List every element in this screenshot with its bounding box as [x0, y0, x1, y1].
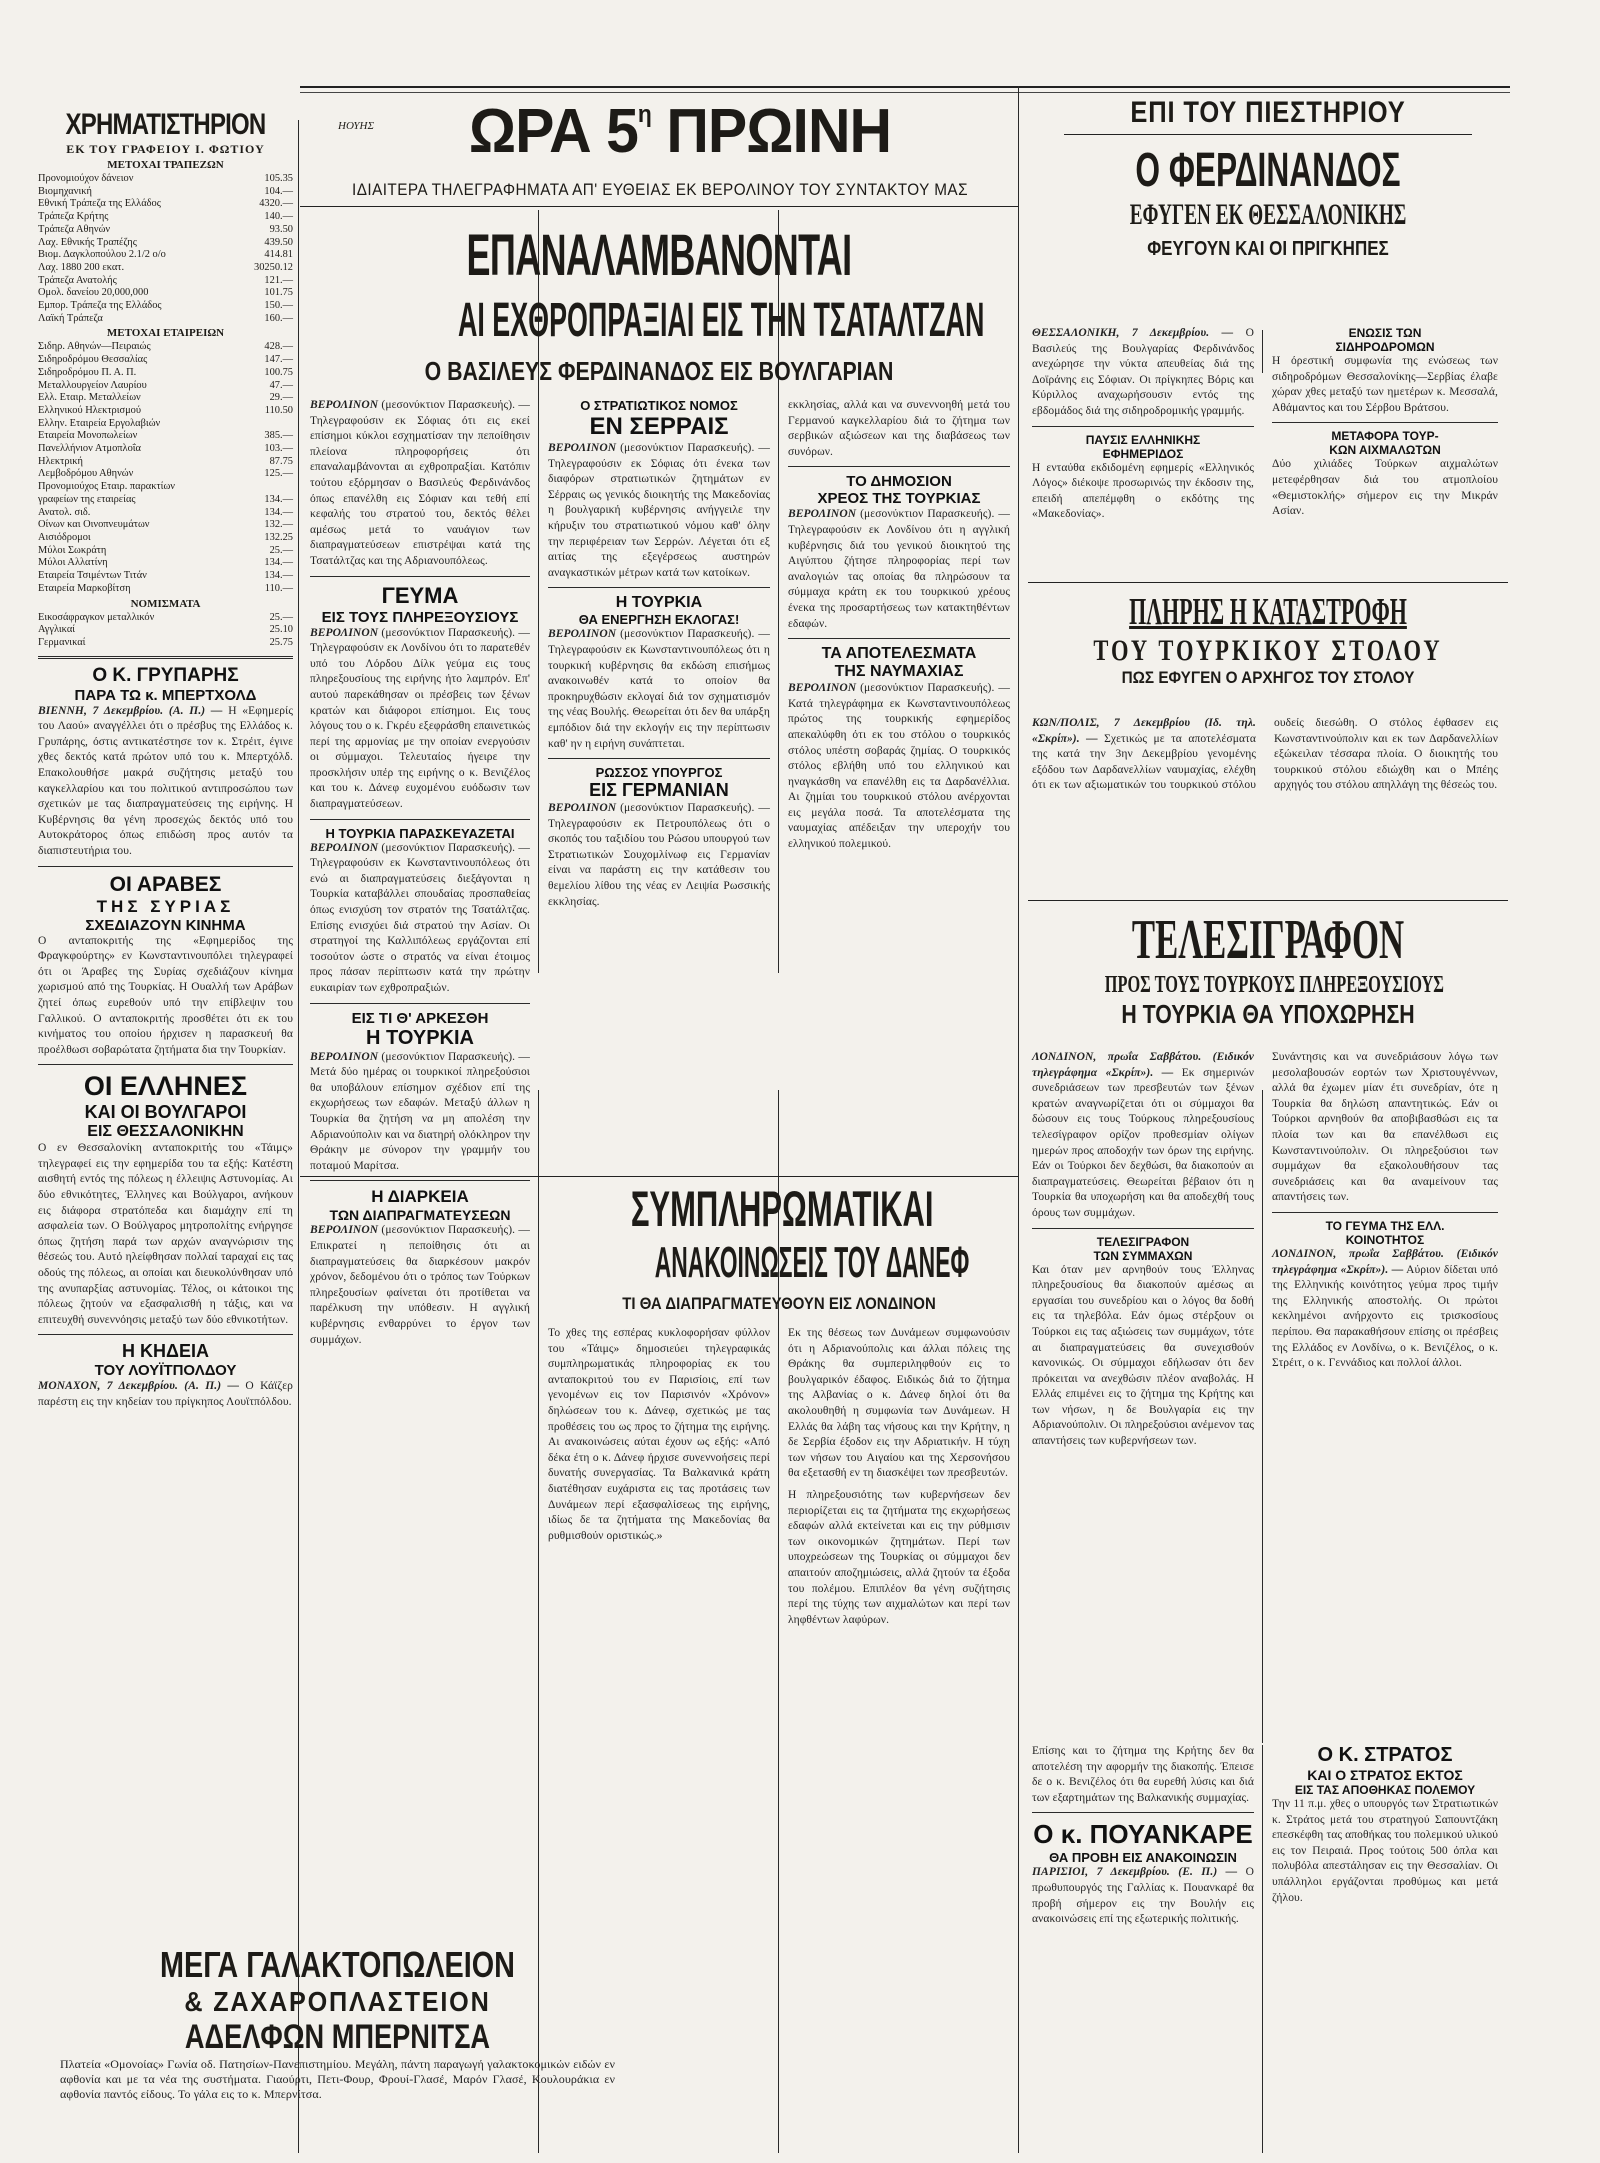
stock-value: 25.— — [269, 611, 293, 623]
stock-name: Βιομ. Δαγκλοπούλου 2.1/2 ο/ο — [38, 249, 166, 261]
dinner-text: (μεσονύκτιον Παρασκευής). — Τηλεγραφούσιν εκ Λονδίνου ότι το παρατεθέν υπό του Λόρδου Δίλκ γεύμα εις τους πληρεξουσίους της ειρήνης ήτο λαμπρόν. Επ' αυτού παρεκάθησαν οι πρέσβεις των ξένων κρατών και διάφοροι επίσημοι. Εις τους λόγους του ο κ. Γκρέυ εξεφράσθη επαινετικώς περί της αρμονίας με την οποίαν ενεργούσιν οι σύμμαχοι. Τελευταίος ήγειρε την προσκλήσιν υπέρ της ειρήνης ο κ. Βενιζέλος και του κ. Δάνεφ ευχομένου ευόδωσιν των διαπραγματεύσεων. — [310, 626, 530, 811]
prisoners-headline: ΜΕΤΑΦΟΡΑ ΤΟΥΡ- — [1331, 429, 1439, 444]
separator — [1032, 1228, 1254, 1229]
stock-value: 101.75 — [264, 287, 293, 299]
stock-row — [38, 405, 293, 418]
stock-value: 132.— — [264, 519, 293, 531]
community-subheadline: ΚΟΙΝΟΤΗΤΟΣ — [1345, 1232, 1425, 1247]
press-text: Ο Βασιλεύς της Βουλγαρίας Φερδινάνδος ανεχώρησε την νύκτα απευθείας διά της Δοϊράνης εις Σόφιαν. Οι πρίγκηπες Βόρις και Κύριλλος αναχωρήσουσιν εντός της εβδομάδος διά της σιδηροδρομικής γραμμής. — [1032, 327, 1254, 417]
naval-subheadline: ΤΗΣ ΝΑΥΜΑΧΙΑΣ — [834, 663, 964, 681]
left-column — [38, 108, 293, 1417]
stock-name: Προνομιούχος Εταιρ. παρακτίων — [38, 481, 175, 493]
duration-text: (μεσονύκτιον Παρασκευής). — Επικρατεί η πεποίθησις ότι αι διαπραγματεύσεις θα διαρκέσουν μακρόν χρόνον, δεδομένου ότι ο τρόπος των Τούρκων πληρεξουσίων φαίνεται ότι προτίθεται να παρέλκυση την υπόθεσιν. Η αγγλική κυβέρνησις ενθαρρύνει το έργον των συμμάχων. — [310, 1224, 530, 1346]
stock-row — [38, 287, 293, 300]
separator — [310, 819, 530, 820]
fleet-subheadline: ΤΟΥ ΤΟΥΡΚΙΚΟΥ ΣΤΟΛΟΥ — [1093, 634, 1443, 667]
prisoners-text: Δύο χιλιάδες Τούρκων αιχμαλώτων μετεφέρθησαν διά του ατμοπλοίου «Θεμιστοκλής» σήμερον εις την Μικράν Ασίαν. — [1272, 458, 1498, 518]
mid-col-2 — [548, 398, 770, 916]
stock-row — [38, 354, 293, 367]
mid-col-1 — [310, 398, 530, 1354]
telegram-continuation: Συνάντησις και να συνεδριάσουν λόγω των μεσολαβουσών εορτών των Χριστουγέννων, αλλά θα έχωμεν μίαν έτι συνεδρίαν, ότε η Τουρκία θα δηλώση απαντητικώς. Εάν οι Τούρκοι αρνηθούν θα αποβιβασθώσι εις τα πλοία των και θα επανέλθωσι εις Κωνσταντινούπολιν. Οι πληρεξούσιοι των συμμάχων θα εξακολουθήσουν τας συνεδριάσεις και θα αναμείνουν τας απαντήσεις των. — [1272, 1051, 1498, 1204]
fleet-article — [1032, 716, 1498, 797]
stock-name: Σιδηρ. Αθηνών—Πειραιώς — [38, 341, 151, 353]
separator — [548, 587, 770, 588]
separator — [38, 1064, 293, 1065]
army-text: Την 11 π.μ. χθες ο υπουργός των Στρατιωτικών κ. Στράτος μετά του στρατηγού Σαπουντζάκη επεσκέφθη τας αποθήκας του πολεμικού υλικού εις τον Πειραιά. Προς τούτοις 500 όπλα και πολυβόλα απεστάλησαν εις την Θεσσαλίαν. Οι υπάλληλοι εργάζονται προθύμως και μετά ζήλου. — [1272, 1798, 1498, 1904]
fleet-article-block — [1032, 716, 1498, 797]
stock-value: 150.— — [264, 300, 293, 312]
turkey-elections-article — [548, 627, 770, 752]
stock-value: 132.25 — [264, 531, 293, 543]
stock-name: Λαϊκή Τράπεζα — [38, 312, 103, 324]
stock-value: 25.10 — [269, 624, 293, 636]
stock-row — [38, 262, 293, 275]
dinner-dateline: ΒΕΡΟΛΙΝΟΝ — [310, 626, 379, 639]
stock-row — [38, 313, 293, 326]
stock-name: Ηλεκτρική — [38, 455, 83, 467]
stock-row — [38, 468, 293, 481]
telegram-subheadline-2: Η ΤΟΥΡΚΙΑ ΘΑ ΥΠΟΧΩΡΗΣΗ — [1121, 999, 1415, 1029]
stock-name: Γερμανικαί — [38, 636, 86, 648]
column-rule-right-split — [1262, 330, 1263, 373]
stock-row — [38, 237, 293, 250]
separator — [310, 1003, 530, 1004]
debt-article — [788, 507, 1010, 632]
right-col-a — [1032, 326, 1254, 529]
stock-row — [38, 481, 293, 494]
stock-row — [38, 418, 293, 431]
army-subheadline-2: ΕΙΣ ΤΑΣ ΑΠΟΘΗΚΑΣ ΠΟΛΕΜΟΥ — [1294, 1783, 1476, 1797]
danev-col-b — [788, 1326, 1010, 1634]
greeks-subheadline: ΚΑΙ ΟΙ ΒΟΥΛΓΑΡΟΙ — [84, 1102, 247, 1123]
poincare-headline: Ο κ. ΠΟΥΑΝΚΑΡΕ — [1033, 1819, 1253, 1850]
railway-headline: ΕΝΩΣΙΣ ΤΩΝ — [1348, 326, 1422, 340]
danev-rule — [300, 1176, 1018, 1177]
danev-subheadline-2: ΤΙ ΘΑ ΔΙΑΠΡΑΓΜΑΤΕΥΘΟΥΝ ΕΙΣ ΛΟΝΔΙΝΟΝ — [622, 1294, 936, 1313]
allied-telegram-headline: ΤΕΛΕΣΙΓΡΑΦΟΝ — [1096, 1234, 1190, 1249]
turkey-enough-dateline: ΒΕΡΟΛΙΝΟΝ — [310, 1050, 379, 1063]
stock-row — [38, 211, 293, 224]
danev-headline-block — [540, 1180, 1018, 1314]
stock-value: 134.— — [264, 557, 293, 569]
main-article — [310, 398, 530, 570]
danev-text-c: Η πληρεξουσιότης των κυβερνήσεων δεν περιορίζεται εις τα ζητήματα της εκχωρήσεως εδαφών αλλά εκτείνεται και εις την ρύθμισιν των οικονομικών ζητημάτων. Περί των υποχρεώσεων της Τουρκίας οι σύμμαχοι δεν απαιτούν αποζημιώσεις, αλλά ζητούν τα έξοδα του πολέμου. Επιπλέον θα γένη συζήτησις περί της τύχης των αιχμαλώτων και περί των ληφθέντων λαφύρων. — [788, 1488, 1010, 1626]
greeks-text: Ο εν Θεσσαλονίκη ανταποκριτής του «Τάιμς» τηλεγραφεί εις την εφημερίδα του τα εξής: Κατέστη αισθητή εντός της πόλεως η έλλειψις Αστυνομίας. Αι δύο εθνικότητες, Έλληνες και Βούλγαροι, ανήκουν εις διάφορα στρατόπεδα και διαμάχην επί τη ασφαλεία των. Ο Βούλγαρος μητροπολίτης ενήργησε όπως ζητήση παρά των αρχών αναγνώρισιν της θέσεώς του. Αυτό ηλείφθησαν πολλαί ταραχαί εις τας οδούς της πόλεως, αι οποίαι και διευκολύνθησαν υπό της ανυπαρξίας αστυνομίας. Τέλος, οι κάτοικοι της πόλεως ζητούν να εξασφαλισθή η τάξις, και να επιτευχθή συνεννόησις μεταξύ των δύο εθνικοτήτων. — [38, 1142, 293, 1326]
stock-section-banks: ΜΕΤΟΧΑΙ ΤΡΑΠΕΖΩΝ — [107, 159, 224, 171]
stock-value: 134.— — [264, 506, 293, 518]
turkey-elections-dateline: ΒΕΡΟΛΙΝΟΝ — [548, 628, 617, 641]
newspapers-text: Η ενταύθα εκδιδομένη εφημερίς «Ελληνικός Λόγος» διέκοψε προσωρινώς την έκδοσιν της, επειδή απεπέμφθη ο εκδότης της «Μακεδονίας». — [1032, 461, 1254, 521]
stock-name: Λεμβοδρόμου Αθηνών — [38, 468, 134, 480]
banner-main: ΩΡΑ 5 — [468, 97, 638, 166]
stock-row — [38, 198, 293, 211]
advert-line-1: ΜΕΓΑ ΓΑΛΑΚΤΟΠΩΛΕΙΟΝ — [160, 1944, 515, 1985]
kryparis-headline: Ο Κ. ΓΡΥΠΑΡΗΣ — [92, 664, 239, 686]
turkey-prep-dateline: ΒΕΡΟΛΙΝΟΝ — [310, 841, 379, 854]
advert-box — [60, 1944, 615, 2108]
russian-dateline: ΒΕΡΟΛΙΝΟΝ — [548, 802, 617, 815]
russian-article — [548, 801, 770, 910]
poincare-article — [1032, 1865, 1254, 1927]
stock-name: Εταιρεία Μαρκοβίτση — [38, 582, 131, 594]
stock-row — [38, 494, 293, 507]
railway-subheadline: ΣΙΔΗΡΟΔΡΟΜΩΝ — [1335, 340, 1435, 354]
advert-line-3: ΑΔΕΛΦΩΝ ΜΠΕΡΝΙΤΣΑ — [184, 2018, 491, 2056]
stock-value: 100.75 — [264, 366, 293, 378]
fleet-subheadline-2: ΠΩΣ ΕΦΥΓΕΝ Ο ΑΡΧΗΓΟΣ ΤΟΥ ΣΤΟΛΟΥ — [1121, 668, 1415, 687]
prisoners-subheadline: ΚΩΝ ΑΙΧΜΑΛΩΤΩΝ — [1329, 443, 1441, 458]
stock-name: Μύλοι Αλλατίνη — [38, 557, 108, 569]
masthead — [300, 96, 1018, 206]
poincare-text: Ο πρωθυπουργός της Γαλλίας κ. Πουανκαρέ θα προβή σήμερον εις την Βουλήν εις ανακοινώσεις επί της εξωτερικής πολιτικής. — [1032, 1866, 1254, 1926]
funeral-headline: Η ΚΗΔΕΙΑ — [122, 1341, 209, 1362]
stock-value: 428.— — [264, 341, 293, 353]
debt-headline: ΤΟ ΔΗΜΟΣΙΟΝ — [846, 473, 952, 491]
stock-name: Τράπεζα Ανατολής — [38, 274, 117, 286]
stock-row — [38, 519, 293, 532]
press-headline: Ο ΦΕΡΔΙΝΑΝΔΟΣ — [1135, 144, 1401, 197]
separator — [38, 656, 293, 659]
danev-subheadline: ΑΝΑΚΟΙΝΩΣΕΙΣ ΤΟΥ ΔΑΝΕΦ — [654, 1238, 970, 1287]
stock-row — [38, 507, 293, 520]
danev-text-a: Το χθες της εσπέρας κυκλοφορήσαν φύλλον του «Τάιμς» δημοσιεύει τηλεγραφικάς συμπληρωματικάς πληροφορίας εκ του ανταποκριτού του εν Παρισίοις, επί των γενομένων εις τον Παρισινόν «Χρόνον» δηλώσεων του κ. Δάνεφ, σχετικώς με τας προθέσεις του ως προς το ζήτημα της ειρήνης. Αι ανακοινώσεις αύται έχουν ως εξής: «Από δέκα έτη ο κ. Δάνεφ ήρχισε συνεννοήσεις περί δυνατής συνεργασίας. Τα Βαλκανικά κράτη διατέθησαν ευχάριστα εις τας προτάσεις των Δυνάμεων περί εξασφαλίσεως της ειρήνης, ιδίως δε τα ζητήματα της Μακεδονίας θα ρυθμισθούν οριστικώς.» — [548, 1327, 770, 1542]
naval-article — [788, 681, 1010, 853]
masthead-pre-label: ΗΟΥΗΣ — [338, 120, 375, 132]
stock-value: 25.75 — [269, 636, 293, 648]
stock-row — [38, 430, 293, 443]
right-col-c — [1032, 1050, 1254, 1456]
stock-value: 134.— — [264, 493, 293, 505]
stock-name: Τράπεζα Κρήτης — [38, 211, 109, 223]
turkey-enough-text: (μεσονύκτιον Παρασκευής). — Μετά δύο ημέρας οι τουρκικοί πληρεξούσιοι θα υποβάλουν επίσημον σχέδιον επί της εκχωρήσεως των εδαφών. Μεταξύ άλλων η Τουρκία θα ζητήση να μη απολέση την Αδριανούπολιν και να διατηρή ολόκληρον την Θράκην με σύνορον την γραμμήν του ποταμού Μαρίτσα. — [310, 1050, 530, 1172]
turkey-enough-headline: ΕΙΣ ΤΙ Θ' ΑΡΚΕΣΘΗ — [351, 1009, 489, 1027]
stock-name: Ελλην. Εταιρεία Εργολαβιών — [38, 417, 161, 429]
turkey-enough-article — [310, 1050, 530, 1175]
continuation-text: εκκλησίας, αλλά και να συνεννοηθή μετά του Γερμανού καγκελλαρίου διά το ζήτημα των σερβικών αξιώσεων και της διαβάσεως των συνόρων. — [788, 399, 1010, 458]
mid-col-3 — [788, 398, 1010, 859]
stock-name: Μύλοι Σωκράτη — [38, 544, 107, 556]
right-col-f — [1272, 1744, 1498, 1912]
stock-table-companies — [38, 341, 293, 595]
masthead-banner — [433, 96, 927, 167]
telegram-rule — [1028, 900, 1508, 901]
fleet-text: Σχετικώς με τα αποτελέσματα της κατά την 3ην Δεκεμβρίου γενομένης εξόδου των Δαρδανελλίων ναυμαχίας, ελέχθη ότι εκ των αξιωματικών του τουρκικού στόλου ουδείς διεσώθη. Ο στόλος έφθασεν εις Κωνσταντινούπολιν και εκ των Δαρδανελλίων εξώκειλαν τέσσαρα πλοία. Ο διοικητής του τουρκικού στόλου εδιώχθη και ο Μπέης αρχηγός του στόλου απηλλάγη της θέσεώς του. — [1032, 717, 1498, 792]
stock-row — [38, 341, 293, 354]
advert-line-2: & ΖΑΧΑΡΟΠΛΑΣΤΕΙΟΝ — [184, 1986, 491, 2017]
main-headline-block — [300, 222, 1018, 387]
duration-subheadline: ΤΩΝ ΔΙΑΠΡΑΓΜΑΤΕΥΣΕΩΝ — [329, 1207, 511, 1224]
stock-row — [38, 367, 293, 380]
community-text: Αύριον δίδεται υπό της Ελληνικής κοινότητος γεύμα προς τιμήν της Ελληνικής αποστολής. Οι πρώτοι κεκλημένοι ανήρχοντο εις τρισκοσίους περίπου. Θα παρακαθήσουν επίσης οι πρέσβεις της Ελλάδος εν Λονδίνω, ο κ. Βενιζέλος, ο κ. Στρέιτ, ο κ. Γεννάδιος και πολλοί άλλοι. — [1272, 1263, 1498, 1370]
fleet-rule — [1028, 582, 1508, 583]
telegram-article — [1032, 1050, 1254, 1222]
stock-value — [244, 481, 293, 494]
stock-value: 134.— — [264, 570, 293, 582]
community-dateline: ΛΟΝΔΙΝΟΝ, πρωΐα Σαββάτου. (Ειδικόν τηλεγράφημα «Σκρίπ»). — — [1272, 1247, 1498, 1276]
main-subheadline: ΑΙ ΕΧΘΡΟΠΡΑΞΙΑΙ ΕΙΣ ΤΗΝ ΤΣΑΤΑΛΤΖΑΝ — [457, 294, 985, 347]
stock-row — [38, 173, 293, 186]
stock-name: Τράπεζα Αθηνών — [38, 223, 111, 235]
allied-text: Επίσης και το ζήτημα της Κρήτης δεν θα αποτελέση την αφορμήν της διακοπής. Έπεισε δε ο κ. Βενιζέλος ότι θα ευρεθή λύσις και διά των εξαρτημάτων της Βαλκανικής συμμαχίας. — [1032, 1745, 1254, 1804]
stock-row — [38, 624, 293, 637]
russian-subheadline: ΕΙΣ ΓΕΡΜΑΝΙΑΝ — [589, 780, 729, 801]
stock-name: Αισιόδρομοι — [38, 531, 91, 543]
stock-value — [244, 418, 293, 431]
stock-value: 110.50 — [264, 404, 293, 416]
stock-section-coins: ΝΟΜΙΣΜΑΤΑ — [130, 597, 201, 610]
newspapers-subheadline: ΕΦΗΜΕΡΙΔΟΣ — [1102, 446, 1184, 461]
turkey-enough-subheadline: Η ΤΟΥΡΚΙΑ — [366, 1026, 474, 1049]
stock-value: 121.— — [264, 274, 293, 286]
telegram-dateline: ΛΟΝΔΙΝΟΝ, πρωΐα Σαββάτου. (Ειδικόν τηλεγράφημα «Σκρίπ»). — — [1032, 1051, 1254, 1079]
stock-name: Ελλ. Εταιρ. Μεταλλείων — [38, 392, 141, 404]
stock-value: 93.50 — [269, 223, 293, 235]
top-rule-thin — [300, 92, 1510, 93]
kryparis-dateline: ΒΙΕΝΝΗ, 7 Δεκεμβρίου. (Α. Π.) — — [38, 704, 223, 717]
duration-article — [310, 1223, 530, 1348]
stock-title: ΧΡΗΜΑΤΙΣΤΗΡΙΟΝ — [65, 108, 266, 141]
stock-name: Εμπορ. Τράπεζα της Ελλάδος — [38, 300, 162, 312]
stock-value: 104.— — [264, 185, 293, 197]
telegram-text: Εκ σημερινών συνεδριάσεων των πρεσβευτών των ξένων κρατών αναγνωρίζεται ότι οι σύμμαχοι θα δώσουν εις τους Τούρκους πληρεξουσίους τελεσίγραφον ορίζον προθεσμίαν ολίγων ημερών προς αποδοχήν των όρων της ειρήνης. Εάν οι Τούρκοι δεν δεχθώσι, θα διακοπούν αι διαπραγματεύσεις. Θεωρείται βέβαιον ότι η Τουρκία θα υποχωρήση και θα αποδεχθή τους όρους των συμμάχων. — [1032, 1066, 1255, 1219]
stock-name: Σιδηροδρόμου Θεσσαλίας — [38, 354, 148, 366]
press-subheadline: ΕΦΥΓΕΝ ΕΚ ΘΕΣΣΑΛΟΝΙΚΗΣ — [1129, 198, 1407, 231]
stock-value: 110.— — [264, 582, 293, 594]
turkey-elections-subheadline: ΘΑ ΕΝΕΡΓΗΣΗ ΕΚΛΟΓΑΣ! — [578, 612, 740, 628]
army-subheadline: ΚΑΙ Ο ΣΤΡΑΤΟΣ ΕΚΤΟΣ — [1307, 1767, 1463, 1783]
arabs-text: Ο ανταποκριτής της «Εφημερίδος της Φραγκφούρτης» εν Κωνσταντινουπόλει τηλεγραφεί ότι οι Άραβες της Συρίας σχεδιάζουν κίνημα χωρισμού από της Τουρκίας. Η Ουαλλή των Αράβων ζητεί όπως ευρεθούν υπό την επίβλεψιν του Γαλλικού. Ο ανταποκριτής προσθέτει ότι εκ του κινήματος του οποίου ήρχισεν η παρασκευή θα προέλθωσι σοβαρώτατα ζητήματα δια την Τουρκίαν. — [38, 934, 293, 1056]
newspapers-headline: ΠΑΥΣΙΣ ΕΛΛΗΝΙΚΗΣ — [1085, 432, 1201, 447]
stock-name: Πανελλήνιον Ατμοπλοΐα — [38, 443, 142, 455]
stock-value: 4320.— — [259, 198, 293, 210]
stock-row — [38, 637, 293, 650]
russian-text: (μεσονύκτιον Παρασκευής). — Τηλεγραφούσιν εκ Πετρουπόλεως ότι ο σκοπός του ταξιδίου του Ρώσου υπουργού των Στρατιωτικών Σουχομλίνωφ εις Γερμανίαν είναι να παράστη εις την κατάθεσιν του θεμελίου λίθου της νέας εν Λειψία Ρωσσικής εκκλησίας. — [548, 802, 770, 908]
stock-value: 439.50 — [264, 236, 293, 248]
stock-name: Σιδηροδρόμου Π. Α. Π. — [38, 366, 137, 378]
greeks-headline: ΟΙ ΕΛΛΗΝΕΣ — [83, 1071, 248, 1102]
funeral-article — [38, 1379, 293, 1410]
stock-value: 87.75 — [269, 455, 293, 467]
stock-name: Λαχ. 1880 200 εκατ. — [38, 261, 125, 273]
stock-value: 25.— — [269, 544, 293, 556]
stock-row — [38, 612, 293, 625]
top-rule — [300, 86, 1510, 88]
kryparis-subheadline: ΠΑΡΑ ΤΩ κ. ΜΠΕΡΤΧΟΛΔ — [74, 686, 257, 704]
stock-name: Βιομηχανική — [38, 185, 92, 197]
community-headline: ΤΟ ΓΕΥΜΑ ΤΗΣ ΕΛΛ. — [1325, 1218, 1445, 1233]
separator — [548, 758, 770, 759]
stock-name: Ελληνικού Ηλεκτρισμού — [38, 404, 142, 416]
stock-name: Ομολ. δανείου 20,000,000 — [38, 287, 149, 299]
stock-row — [38, 443, 293, 456]
stock-value: 147.— — [264, 354, 293, 366]
stock-value: 30250.12 — [254, 261, 293, 273]
telegram-headline-block — [1028, 908, 1508, 1030]
stock-name: Εθνική Τράπεζα της Ελλάδος — [38, 198, 161, 210]
dinner-article — [310, 626, 530, 813]
masthead-subtitle: ΙΔΙΑΙΤΕΡΑ ΤΗΛΕΓΡΑΦΗΜΑΤΑ ΑΠ' ΕΥΘΕΙΑΣ ΕΚ ΒΕΡΟΛΙΝΟΥ ΤΟΥ ΣΥΝΤΑΚΤΟΥ ΜΑΣ — [352, 180, 968, 199]
main-subheadline-2: Ο ΒΑΣΙΛΕΥΣ ΦΕΡΔΙΝΑΝΔΟΣ ΕΙΣ ΒΟΥΛΓΑΡΙΑΝ — [424, 356, 894, 386]
danev-headline: ΣΥΜΠΛΗΡΩΜΑΤΙΚΑΙ — [630, 1181, 934, 1237]
stock-row — [38, 186, 293, 199]
stock-value: 140.— — [264, 211, 293, 223]
dinner-subheadline: ΕΙΣ ΤΟΥΣ ΠΛΗΡΕΞΟΥΣΙΟΥΣ — [321, 608, 519, 626]
stock-subtitle: ΕΚ ΤΟΥ ΓΡΑΦΕΙΟΥ Ι. ΦΩΤΙΟΥ — [66, 142, 265, 156]
stock-value: 47.— — [269, 379, 293, 391]
poincare-dateline: ΠΑΡΙΣΙΟΙ, 7 Δεκεμβρίου. (Ε. Π.) — — [1032, 1866, 1238, 1879]
stock-table-banks — [38, 173, 293, 325]
column-rule-right-split-2 — [1262, 1090, 1263, 1743]
turkey-elections-text: (μεσονύκτιον Παρασκευής). — Τηλεγραφούσιν εκ Κωνσταντινουπόλεως ότι η τουρκική κυβέρνησις θα εκδώση επισήμως ανακοινωθέν κατά το οποίον θα προκηρυχθώσιν εκλογαί διά τον σχηματισμόν της νέας Βουλής. Θεωρείται ότι δεν θα υπάρξη εμπόδιον διά την εκλογήν εις την περίπτωσιν καθ' ην η ειρήνη συνάπτεται. — [548, 628, 770, 750]
naval-text: (μεσονύκτιον Παρασκευής). — Κατά τηλεγράφημα εκ Κωνσταντινουπόλεως πρώτος της τουρκικής εφημερίδος απεκαλύφθη ότι εκ του στόλου ο τουρκικός στόλος υπέστη σοβαράς ζημίας. Ο τουρκικός στόλος εβλήθη υπό του ελληνικού και ηναγκάσθη να επανέλθη εις τα Δαρδανέλλια. Αι ζημίαι του τουρκικού στόλου ανέρχονται εις μεγάλα ποσά. Τα αποτελέσματα της ναυμαχίας απέδειξαν την υπεροχήν του ελληνικού πολεμικού. — [788, 682, 1010, 851]
stock-name: Αγγλικαί — [38, 624, 76, 636]
funeral-text: Ο Κάϊζερ παρέστη εις την κηδείαν του πρίγκηπος Λουϊτπόλδου. — [38, 1380, 293, 1409]
arabs-subheadline-2: ΣΧΕΔΙΑΖΟΥΝ ΚΙΝΗΜΑ — [85, 916, 246, 934]
stock-row — [38, 557, 293, 570]
railway-text: Η όρεστική συμφωνία της ενώσεως των σιδηροδρόμων Θεσσαλονίκης—Σερβίας έλαβε χώραν χθες μεταξύ των ημετέρων κ. Μεσσαλά, Αθάμαντος και του Σέρβου Βράτσου. — [1272, 355, 1498, 414]
right-col-b — [1272, 326, 1498, 526]
stock-row — [38, 380, 293, 393]
banner-rest: ΠΡΩΙΝΗ — [666, 97, 892, 166]
turkey-prep-headline: Η ΤΟΥΡΚΙΑ ΠΑΡΑΣΚΕΥΑΖΕΤΑΙ — [325, 825, 515, 841]
russian-headline: ΡΩΣΣΟΣ ΥΠΟΥΡΓΟΣ — [595, 765, 723, 781]
stock-row — [38, 583, 293, 596]
separator — [1272, 422, 1498, 423]
martial-text: (μεσονύκτιον Παρασκευής). — Τηλεγραφούσιν εκ Σόφιας ότι ένεκα των διαφόρων στρατιωτικών ζητημάτων εν Σέρραις ως γενικός διοικητής της Μακεδονίας η βουλγαρική κυβέρνησις ανήγγειλε την κήρυξιν του στρατιωτικού νόμου καθ' όλην την περιφέρειαν των Σερρών. Λέγεται ότι εξ αιτίας της εξεγέρσεως αυστηρών αναγκαστικών μέτρων κατά των κατοίκων. — [548, 442, 770, 579]
stock-name: Οίνων και Οινοπνευμάτων — [38, 519, 150, 531]
funeral-dateline: ΜΟΝΑΧΟΝ, 7 Δεκεμβρίου. (Α. Π.) — — [38, 1380, 240, 1393]
arabs-subheadline: ΤΗΣ ΣΥΡΙΑΣ — [96, 896, 235, 916]
right-col-d — [1272, 1050, 1498, 1378]
dinner-headline: ΓΕΥΜΑ — [381, 582, 459, 608]
martial-headline: Ο ΣΤΡΑΤΙΩΤΙΚΟΣ ΝΟΜΟΣ — [580, 398, 738, 413]
right-column — [1028, 96, 1508, 261]
martial-dateline: ΒΕΡΟΛΙΝΟΝ — [548, 442, 617, 454]
telegram-headline: ΤΕΛΕΣΙΓΡΑΦΟΝ — [1131, 909, 1405, 971]
stock-name: Εικοσάφραγκον μεταλλικόν — [38, 611, 155, 623]
separator — [1272, 1212, 1498, 1213]
debt-subheadline: ΧΡΕΟΣ ΤΗΣ ΤΟΥΡΚΙΑΣ — [817, 490, 981, 508]
fleet-dateline: ΚΩΝ/ΠΟΛΙΣ, 7 Δεκεμβρίου (Ιδ. τηλ. «Σκρίπ»). — — [1032, 717, 1256, 745]
column-rule-left — [298, 120, 299, 2153]
stock-row — [38, 300, 293, 313]
stock-table-coins — [38, 612, 293, 650]
fleet-headline: ΠΛΗΡΗΣ Η ΚΑΤΑΣΤΡΟΦΗ — [1129, 591, 1407, 633]
telegram-subheadline: ΠΡΟΣ ΤΟΥΣ ΤΟΥΡΚΟΥΣ ΠΛΗΡΕΞΟΥΣΙΟΥΣ — [1104, 972, 1444, 998]
press-article — [1032, 326, 1254, 420]
naval-dateline: ΒΕΡΟΛΙΝΟΝ — [788, 682, 857, 695]
danev-text-b: Εκ της θέσεως των Δυνάμεων συμφωνούσιν ότι η Αδριανούπολις και άλλαι πόλεις της Θράκης θα συμπεριληφθούν εις το βουλγαρικόν έδαφος. Ειδικώς διά το ζήτημα της Αλβανίας ο κ. Δάνεφ δηλοί ότι θα ακολουθηθή η συμφωνία των Δυνάμεων. Η Ελλάς θα λάβη τας νήσους και την Κρήτην, η δε Σερβία έξοδον εις την Αδριατικήν. Η τύχη των νήσων του Αιγαίου και της Χερσονήσου θα εξετασθή εν τη διασκέψει των πρεσβευτών. — [788, 1327, 1010, 1480]
stock-row — [38, 456, 293, 469]
duration-dateline: ΒΕΡΟΛΙΝΟΝ — [310, 1224, 379, 1237]
main-text: (μεσονύκτιον Παρασκευής). — Τηλεγραφούσιν εκ Σόφιας ότι εις εκεί επίσημοι κύκλοι εσχηματίσαν την πεποίθησιν πλείονα πληροφορήσεις ότι επαναλαμβάνονται αι εχθροπραξίαι. Κατόπιν τούτου εξόρμησαν ο Βασιλεύς Φερδινάνδος όπως επανέλθη εις Σόφιαν και τεθή επί κεφαλής του στρατού του, δεκτός θέλει αμέσως μετά το ναυάγιον των διαπραγματεύσεων επιστρέψαι κατά της Τσατάλτζας και της Αδριανουπόλεως. — [310, 399, 530, 567]
poincare-subheadline: ΘΑ ΠΡΟΒΗ ΕΙΣ ΑΝΑΚΟΙΝΩΣΙΝ — [1049, 1850, 1237, 1866]
turkey-prep-article — [310, 841, 530, 997]
stock-name: Εταιρεία Μονοπωλείων — [38, 430, 138, 442]
community-article — [1272, 1247, 1498, 1372]
debt-dateline: ΒΕΡΟΛΙΝΟΝ — [788, 508, 857, 521]
army-headline: Ο Κ. ΣΤΡΑΤΟΣ — [1317, 1744, 1453, 1766]
funeral-subheadline: ΤΟΥ ΛΟΥΪΤΠΟΛΔΟΥ — [94, 1362, 237, 1380]
turkey-prep-text: (μεσονύκτιον Παρασκευής). — Τηλεγραφούσιν εκ Κωνσταντινουπόλεως ότι ενώ αι διαπραγματεύσεις διεξάγονται η Τουρκία καταβάλλει σπουδαίας προσπαθείας όπως ενισχύση τον στρατόν της Τσατάλτζας. Επίσης ενισχύει διά στρατού την Ασίαν. Οι στρατηγοί της Καλλιπόλεως εργάζονται επί τοσούτον ώστε ο στρατός να είναι έτοιμος προς πάσαν περίπτωσιν κατά την πρώτην ευκαιρίαν των εχθροπραξιών. — [310, 841, 530, 994]
stock-name: Εταιρεία Τσιμέντων Τιτάν — [38, 570, 147, 582]
stock-name: Προνομιούχον δάνειον — [38, 173, 134, 184]
duration-headline: Η ΔΙΑΡΚΕΙΑ — [371, 1187, 469, 1207]
fleet-headline-block — [1028, 590, 1508, 688]
press-subheadline-2: ΦΕΥΓΟΥΝ ΚΑΙ ΟΙ ΠΡΙΓΚΗΠΕΣ — [1147, 238, 1389, 260]
press-header: ΕΠΙ ΤΟΥ ΠΙΕΣΤΗΡΙΟΥ — [1064, 96, 1472, 135]
stock-row — [38, 545, 293, 558]
column-rule-right — [1018, 86, 1019, 2153]
debt-text: (μεσονύκτιον Παρασκευής). — Τηλεγραφούσιν εκ Λονδίνου ότι η αγγλική κυβέρνησις διά του γενικού διοικητού της Αιγύπτου ζήτησε πληροφορίας περί των αναλογιών τας οποίας θα πληρώσουν τα σύμμαχα κράτη εκ του τουρκικού χρέους ένεκα της προσαρτήσεως των κατακτηθέντων εδαφών. — [788, 508, 1010, 630]
allied-telegram-text: Και όταν μεν αρνηθούν τους Έλληνας πληρεξουσίους θα διακοπούν αμέσως αι εργασίαι του συνεδρίου και ο λόγος θα δοθή εις τα τηλεβόλα. Εάν όμως στέρξουν οι Τούρκοι εις τας αξιώσεις των συμμάχων, τότε αι διαπραγματεύσεις θα συνεχισθούν κανονικώς. Οι σύμμαχοι εδήλωσαν ότι δεν πρόκειται να ανεχθώσιν πλέον αναβολάς. Η Ελλάς επιμένει εις το ζήτημα της Κρήτης και των νήσων, η δε Βουλγαρία εις την Αδριανούπολιν. Οι πληρεξούσιοι ανέμενον τας απαντήσεις των κυβερνήσεων των. — [1032, 1263, 1254, 1448]
kryparis-text: Η «Εφημερίς του Λαού» αναγγέλλει ότι ο πρέσβυς της Ελλάδος κ. Γρυπάρης, όστις αντικατέστησε τον κ. Στρέιτ, έγινε χθες δεκτός κατά πρώτον υπό του κ. Μπερτχόλδ. Επακολουθήσε μακρά συζήτησις μεταξύ του καγκελλαρίου και του πολιτικού αντιπροσώπου των σχετικών με τας διαπραγματεύσεις της ειρήνης. Η Κυβέρνησις θα γένη προσεχώς δεκτός υπό του Αυτοκράτορος όπως επιδώση προς αυτόν τα διαπιστευτήρια του. — [38, 704, 293, 857]
stock-row — [38, 532, 293, 545]
martial-article — [548, 441, 770, 581]
greeks-subheadline-2: ΕΙΣ ΘΕΣΣΑΛΟΝΙΚΗΝ — [87, 1123, 244, 1141]
separator — [38, 866, 293, 867]
main-dateline: ΒΕΡΟΛΙΝΟΝ — [310, 399, 379, 411]
stock-row — [38, 570, 293, 583]
separator — [1032, 1812, 1254, 1813]
stock-value: 125.— — [264, 468, 293, 480]
kryparis-article — [38, 704, 293, 860]
stock-value: 385.— — [264, 430, 293, 442]
stock-section-companies: ΜΕΤΟΧΑΙ ΕΤΑΙΡΕΙΩΝ — [106, 327, 225, 340]
naval-headline: ΤΑ ΑΠΟΤΕΛΕΣΜΑΤΑ — [821, 645, 977, 663]
separator — [788, 466, 1010, 467]
stock-row — [38, 392, 293, 405]
stock-value: 105.35 — [264, 173, 293, 184]
separator — [38, 1334, 293, 1335]
separator — [310, 576, 530, 577]
stock-value: 103.— — [264, 443, 293, 455]
banner-sup: η — [637, 101, 651, 128]
danev-col-a — [548, 1326, 770, 1550]
masthead-rule — [300, 206, 1018, 207]
stock-value: 414.81 — [264, 249, 293, 261]
stock-row — [38, 224, 293, 237]
main-headline: ΕΠΑΝΑΛΑΜΒΑΝΟΝΤΑΙ — [466, 223, 852, 288]
stock-name: Ανατολ. σιδ. — [38, 506, 91, 518]
stock-row — [38, 275, 293, 288]
stock-value: 29.— — [269, 392, 293, 404]
stock-value: 160.— — [264, 312, 293, 324]
stock-row — [38, 249, 293, 262]
martial-subheadline: ΕΝ ΣΕΡΡΑΙΣ — [589, 413, 729, 440]
allied-telegram-subheadline: ΤΩΝ ΣΥΜΜΑΧΩΝ — [1093, 1248, 1193, 1263]
stock-name: γραφείων της εταιρείας — [38, 493, 136, 505]
separator — [788, 638, 1010, 639]
arabs-headline: ΟΙ ΑΡΑΒΕΣ — [109, 872, 222, 896]
turkey-elections-headline: Η ΤΟΥΡΚΙΑ — [615, 594, 703, 612]
stock-name: Λαχ. Εθνικής Τραπέζης — [38, 236, 137, 248]
column-rule-right-split-3 — [1262, 1745, 1263, 2153]
separator — [310, 1180, 530, 1181]
separator — [1032, 426, 1254, 427]
press-dateline: ΘΕΣΣΑΛΟΝΙΚΗ, 7 Δεκεμβρίου. — — [1032, 327, 1234, 339]
advert-text: Πλατεία «Ομονοίας» Γωνία οδ. Πατησίων-Πανεπιστημίου. Μεγάλη, πάντη παραγωγή γαλακτοκομικών ειδών εν αφθονία και με τα νέα της συστήματα. Γιαούρτι, Πετι-Φουρ, Φρουί-Γλασέ, Μαρόν Γλασέ, Κουλουράκια εν αφθονία παντός είδους. Το γάλα εις το κ. Μπερνίτσα. — [60, 2057, 615, 2101]
stock-name: Μεταλλουργείον Λαυρίου — [38, 379, 147, 391]
right-col-e — [1032, 1744, 1254, 1934]
